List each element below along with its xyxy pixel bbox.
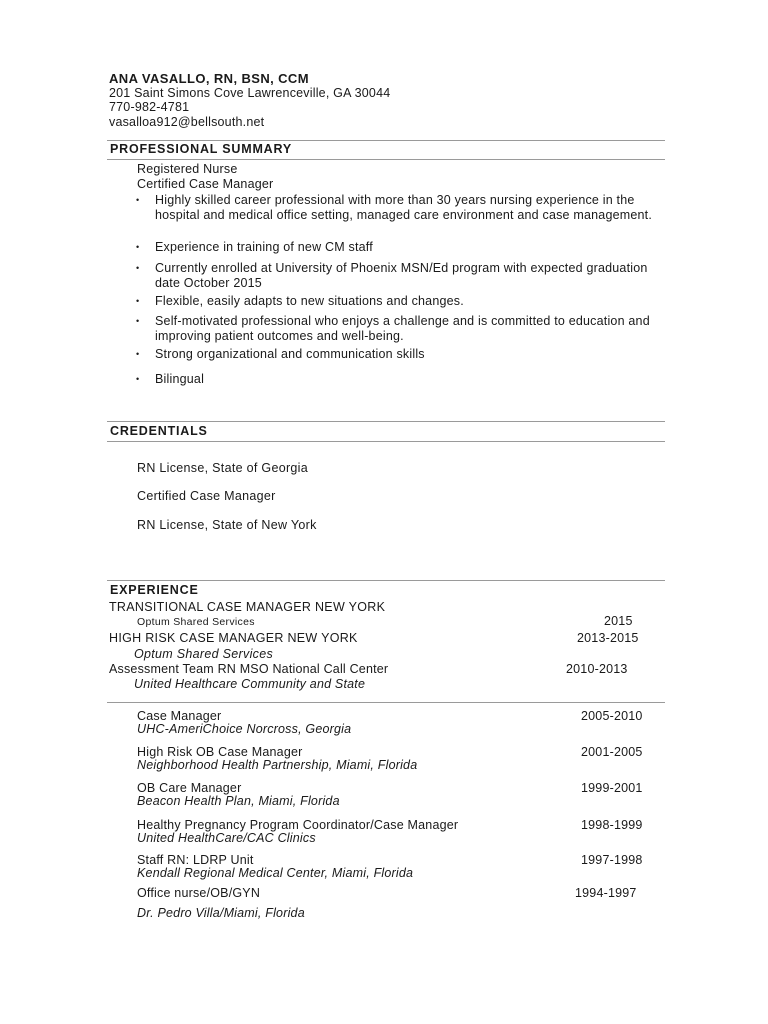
bullet-text: Self-motivated professional who enjoys a challenge and is committed to education and improving patient outcomes and well-being. bbox=[155, 314, 650, 343]
job-title: TRANSITIONAL CASE MANAGER NEW YORK bbox=[109, 600, 386, 614]
summary-line: Registered Nurse bbox=[137, 162, 238, 176]
divider bbox=[107, 159, 665, 160]
section-title-experience: EXPERIENCE bbox=[110, 583, 199, 597]
bullet-text: Highly skilled career professional with more than 30 years nursing experience in the hospital and medical office setting, managed care environment and case management. bbox=[155, 193, 653, 222]
divider bbox=[107, 140, 665, 141]
bullet-icon: • bbox=[136, 296, 140, 306]
section-title-credentials: CREDENTIALS bbox=[110, 424, 208, 438]
summary-bullet bbox=[136, 372, 656, 387]
job-organization: Beacon Health Plan, Miami, Florida bbox=[137, 794, 340, 808]
job-years: 2010-2013 bbox=[566, 662, 628, 676]
email: vasalloa912@bellsouth.net bbox=[109, 115, 265, 129]
divider bbox=[107, 421, 665, 422]
summary-bullet bbox=[136, 240, 656, 255]
job-title: HIGH RISK CASE MANAGER NEW YORK bbox=[109, 631, 358, 645]
job-years: 1999-2001 bbox=[581, 781, 643, 795]
bullet-icon: • bbox=[136, 374, 140, 384]
job-years: 2001-2005 bbox=[581, 745, 643, 759]
bullet-icon: • bbox=[136, 349, 140, 359]
phone: 770-982-4781 bbox=[109, 100, 190, 114]
divider bbox=[107, 580, 665, 581]
job-title: Assessment Team RN MSO National Call Center bbox=[109, 662, 389, 676]
bullet-text: Currently enrolled at University of Phoenix MSN/Ed program with expected graduation date October 2015 bbox=[155, 261, 648, 290]
bullet-icon: • bbox=[136, 316, 140, 326]
divider bbox=[107, 702, 665, 703]
job-years: 2005-2010 bbox=[581, 709, 643, 723]
job-organization: Dr. Pedro Villa/Miami, Florida bbox=[137, 906, 305, 920]
summary-bullet bbox=[136, 261, 656, 290]
job-years: 2013-2015 bbox=[577, 631, 639, 645]
job-title: Case Manager bbox=[137, 709, 222, 723]
bullet-icon: • bbox=[136, 263, 140, 273]
credential-item: RN License, State of Georgia bbox=[137, 461, 308, 475]
job-years: 1998-1999 bbox=[581, 818, 643, 832]
resume-name: ANA VASALLO, RN, BSN, CCM bbox=[109, 71, 309, 86]
job-years: 1997-1998 bbox=[581, 853, 643, 867]
job-years: 1994-1997 bbox=[575, 886, 637, 900]
summary-bullet bbox=[136, 314, 656, 343]
summary-line: Certified Case Manager bbox=[137, 177, 274, 191]
job-organization: UHC-AmeriChoice Norcross, Georgia bbox=[137, 722, 352, 736]
job-organization: Optum Shared Services bbox=[134, 647, 273, 661]
summary-bullet bbox=[136, 347, 656, 362]
job-title: High Risk OB Case Manager bbox=[137, 745, 303, 759]
job-organization: Kendall Regional Medical Center, Miami, Florida bbox=[137, 866, 414, 880]
bullet-icon: • bbox=[136, 195, 140, 205]
job-title: OB Care Manager bbox=[137, 781, 242, 795]
address: 201 Saint Simons Cove Lawrenceville, GA 30044 bbox=[109, 86, 391, 100]
bullet-text: Bilingual bbox=[155, 372, 205, 386]
job-title: Healthy Pregnancy Program Coordinator/Case Manager bbox=[137, 818, 459, 832]
divider bbox=[107, 441, 665, 442]
section-title-summary: PROFESSIONAL SUMMARY bbox=[110, 142, 292, 156]
job-organization: United HealthCare/CAC Clinics bbox=[137, 831, 316, 845]
job-years: 2015 bbox=[604, 614, 633, 628]
credential-item: Certified Case Manager bbox=[137, 489, 276, 503]
job-title: Staff RN: LDRP Unit bbox=[137, 853, 254, 867]
bullet-text: Experience in training of new CM staff bbox=[155, 240, 373, 254]
bullet-icon: • bbox=[136, 242, 140, 252]
bullet-text: Flexible, easily adapts to new situations and changes. bbox=[155, 294, 464, 308]
summary-bullet bbox=[136, 294, 656, 309]
summary-bullet bbox=[136, 193, 656, 222]
job-title: Office nurse/OB/GYN bbox=[137, 886, 261, 900]
job-organization: United Healthcare Community and State bbox=[134, 677, 366, 691]
job-organization: Optum Shared Services bbox=[137, 616, 255, 628]
credential-item: RN License, State of New York bbox=[137, 518, 317, 532]
bullet-text: Strong organizational and communication skills bbox=[155, 347, 425, 361]
job-organization: Neighborhood Health Partnership, Miami, Florida bbox=[137, 758, 418, 772]
